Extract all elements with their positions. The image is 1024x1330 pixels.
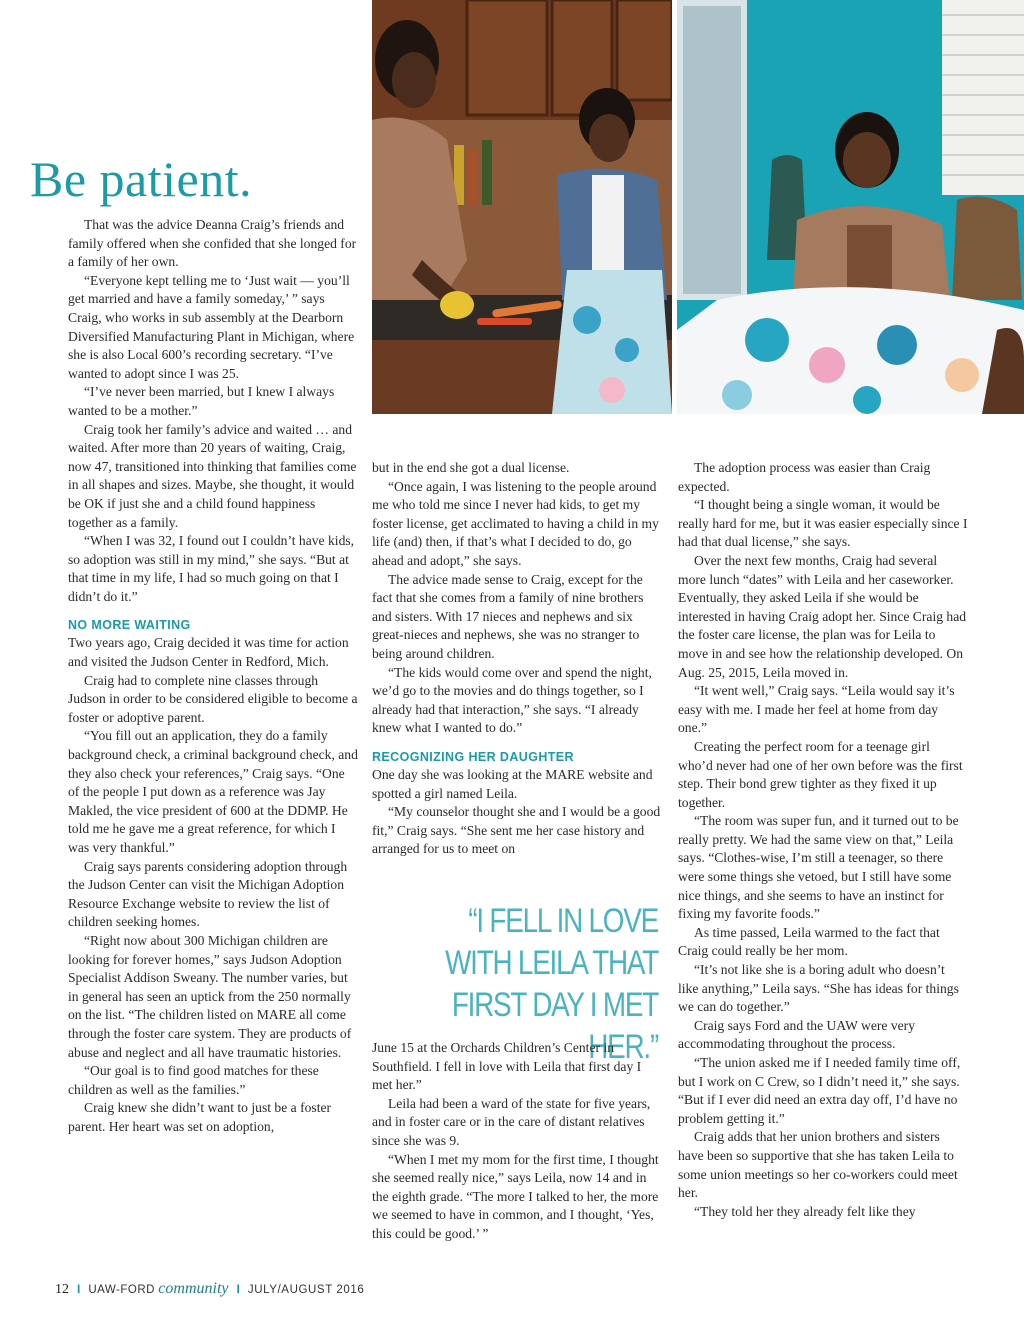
kitchen-photo-illustration [372, 0, 672, 414]
paragraph: “When I was 32, I found out I couldn’t have kids, so adoption was still in my mind,” she says. “But at that time in my life, I had so much going on that I didn’t do it.” [68, 533, 355, 604]
paragraph: “You fill out an application, they do a family background check, a criminal background check, and they also check your references,” Craig says. “One of the people I put down as a reference was Jay Makled, the vice president of 600 at the DDMP. He told me he gave me a great reference, for which I was very thankful.” [68, 728, 358, 855]
footer-separator: I [236, 1282, 240, 1296]
paragraph: Creating the perfect room for a teenage girl who’d never had one of her own before was the first step. Their bond grew tighter as they fixed it up together. [678, 738, 963, 810]
paragraph: “The union asked me if I needed family time off, but I work on C Crew, so I didn’t need it,” she says. “But if I ever did need an extra day off, I’d have no problem getting it.” [678, 1055, 961, 1126]
paragraph: Craig says parents considering adoption through the Judson Center can visit the Michigan Adoption Resource Exchange website to review the list of children seeking homes. [68, 858, 348, 930]
paragraph: That was the advice Deanna Craig’s friends and family offered when she confided that she longed for a family of her own. [68, 217, 357, 270]
brand-uaw-ford: UAW-FORD [88, 1284, 155, 1296]
bedroom-photo [677, 0, 1024, 414]
issue-date: JULY/AUGUST 2016 [247, 1284, 365, 1296]
page-number: 12 [55, 1282, 69, 1297]
paragraph: but in the end she got a dual license. [372, 460, 570, 475]
bedroom-photo-illustration [677, 0, 1024, 414]
paragraph: Two years ago, Craig decided it was time for action and visited the Judson Center in Redford, Mich. [68, 635, 349, 670]
paragraph: The advice made sense to Craig, except for the fact that she comes from a family of nine brothers and sisters. With 17 nieces and nephews and six great-nieces and nephews, she was no stranger to being around children. [372, 571, 644, 661]
section-heading-recognizing-her-daughter: RECOGNIZING HER DAUGHTER [372, 749, 574, 764]
section-heading-no-more-waiting: NO MORE WAITING [68, 618, 191, 633]
article-column-3 [678, 459, 968, 1221]
paragraph: June 15 at the Orchards Children’s Center in Southfield. I fell in love with Leila that first day I met her.” [372, 1040, 642, 1093]
paragraph: “My counselor thought she and I would be a good fit,” Craig says. “She sent me her case history and arranged for us to meet on [372, 804, 661, 857]
article-column-1 [68, 216, 358, 1137]
paragraph: One day she was looking at the MARE website and spotted a girl named Leila. [372, 766, 653, 801]
paragraph: “When I met my mom for the first time, I thought she seemed really nice,” says Leila, now 14 and in the eighth grade. “The more I talked to her, the more we seemed to have in common, and I thought, ‘Yes, this could be good.’ ” [372, 1151, 659, 1241]
paragraph: “The kids would come over and spend the night, we’d go to the movies and do things together, so I already had that interaction,” she says. “I already knew what I wanted to do.” [372, 664, 652, 736]
article-column-2-bottom [372, 1039, 662, 1244]
headline: Be patient. [30, 151, 253, 207]
paragraph: Craig knew she didn’t want to just be a foster parent. Her heart was set on adoption, [68, 1100, 332, 1134]
footer-separator: I [77, 1282, 81, 1296]
paragraph: Craig adds that her union brothers and sisters have been so supportive that she has taken Leila to some union meetings so her co-workers could meet her. [678, 1129, 958, 1201]
paragraph: “Right now about 300 Michigan children are looking for forever homes,” says Judson Adoption Specialist Addison Sweany. The number varies, but in general has seen an uptick from the 250 normally on the list. “The children listed on MARE all come through the foster care system. They are products of abuse and neglect and all have traumatic histories. [68, 932, 352, 1060]
pull-quote: “I FELL IN LOVE WITH LEILA THAT FIRST DAY I MET HER.” [445, 902, 658, 1066]
page-footer [55, 1280, 364, 1298]
paragraph: “Once again, I was listening to the people around me who told me since I never had kids, to get my foster license, get acclimated to having a child in my life (and) then, if that’s what I decided to do, go ahead and adopt,” she says. [372, 478, 659, 568]
paragraph: “The room was super fun, and it turned out to be really pretty. We had the same view on that,” Leila says. “Clothes-wise, I’m still a teenager, so there were some things she vetoed, but I still have some nice things, and she seems to have an instinct for fixing my favorite foods.” [678, 813, 959, 922]
paragraph: The adoption process was easier than Craig expected. [678, 460, 931, 494]
paragraph: “They told her they already felt like they [694, 1203, 916, 1219]
paragraph: “Everyone kept telling me to ‘Just wait — you’ll get married and have a family someday,’ ” says Craig, who works in sub assembly at the Dearborn Diversified Manufacturing Plant in Michigan, where she is also Local 600’s recording secretary. “I’ve wanted to adopt since I was 25. [68, 272, 355, 381]
paragraph: Craig says Ford and the UAW were very accommodating throughout the process. [678, 1017, 916, 1052]
paragraph: “I’ve never been married, but I knew I always wanted to be a mother.” [68, 384, 335, 418]
paragraph: Craig took her family’s advice and waited … and waited. After more than 20 years of waiting, Craig, now 47, transitioned into thinking that families come in all shapes and sizes. Maybe, she thought, it would be OK if just she and a child found happiness together as a family. [68, 421, 357, 530]
paragraph: “Our goal is to find good matches for these children as well as the families.” [68, 1063, 319, 1097]
publication-brand [88, 1280, 228, 1298]
paragraph: “It went well,” Craig says. “Leila would say it’s easy with me. I made her feel at home from day one.” [678, 683, 955, 736]
brand-community: community [158, 1280, 229, 1297]
paragraph: As time passed, Leila warmed to the fact that Craig could really be her mom. [678, 924, 940, 959]
paragraph: Craig had to complete nine classes through Judson in order to be considered eligible to become a foster or adoptive parent. [68, 672, 358, 725]
kitchen-photo [372, 0, 672, 414]
paragraph: “It’s not like she is a boring adult who doesn’t like anything,” Leila says. “She has ideas for things we can do together.” [678, 962, 959, 1015]
paragraph: Over the next few months, Craig had several more lunch “dates” with Leila and her caseworker. Eventually, they asked Leila if she would be interested in having Craig adopt her. Since Craig had the foster care license, the plan was for Leila to move in and see how the relationship developed. On Aug. 25, 2015, Leila moved in. [678, 552, 967, 680]
paragraph: “I thought being a single woman, it would be really hard for me, but it was easier especially since I had that dual license,” she says. [678, 497, 968, 550]
paragraph: Leila had been a ward of the state for five years, and in foster care or in the care of distant relatives since she was 9. [372, 1095, 651, 1148]
article-column-2-top [372, 459, 662, 859]
